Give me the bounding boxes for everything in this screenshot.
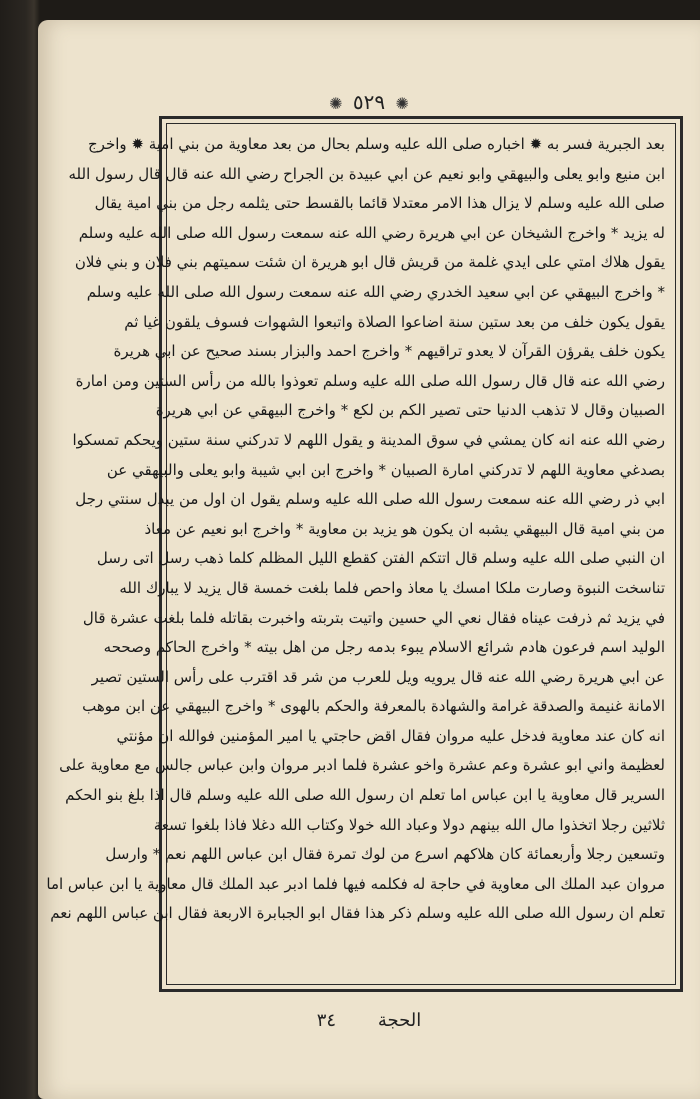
page-number: ٥٢٩ (352, 90, 386, 114)
ornament-icon: ✺ (329, 94, 343, 113)
text-line: السرير قال معاوية يا ابن عباس اما تعلم ان رسول الله صلى الله عليه وسلم قال اذا بلغ بنو الحكم (65, 786, 665, 805)
ornament-icon: ✺ (395, 94, 409, 113)
footer-title: الحجة (377, 1010, 422, 1031)
text-line: مروان عبد الملك الى معاوية في حاجة له فكلمه فيها فلما ادبر عبد الملك قال معاوية يا ابن عباس اما (46, 874, 665, 893)
text-line: بعد الجبرية فسر به ✹ اخباره صلى الله عليه وسلم بحال من بعد معاوية من بني امية ✹ واخرج (87, 135, 665, 153)
text-line: يقول يكون خلف من بعد ستين سنة اضاعوا الصلاة واتبعوا الشهوات فسوف يلقون غيا ثم (124, 312, 665, 331)
text-frame-inner (46, 123, 676, 985)
page-header (38, 90, 700, 114)
text-line: الصبيان وقال لا تذهب الدنيا حتى تصير الكم بن لكع * واخرج البيهقي عن ابي هريرة (155, 401, 665, 420)
footer-number: ٣٤ (316, 1010, 337, 1031)
text-line: يكون خلف يقرؤن القرآن لا يعدو تراقيهم * واخرج احمد والبزار بسند صحيح عن ابي هريرة (113, 342, 665, 361)
text-line: لعظيمة واني ابو عشرة وعم عشرة واخو عشرة فلما ادبر مروان وابن عباس جالس مع معاوية على (59, 756, 665, 775)
text-line: رضي الله عنه انه كان يمشي في سوق المدينة و يقول اللهم لا تدركني سنة ستين ويحكم تمسكوا (72, 430, 665, 449)
text-line: ابي ذر رضي الله عنه سمعت رسول الله صلى الله عليه وسلم يقول ان اول من يبدل سنتي رجل (75, 490, 665, 509)
text-line: يقول هلاك امتي على ايدي غلمة من قريش قال ابو هريرة ان شئت سميتهم بني فلان و بني فلان (74, 253, 665, 272)
text-line: صلى الله عليه وسلم لا يزال هذا الامر معتدلا قائما بالقسط حتى يثلمه رجل من بني امية يقال (94, 194, 665, 213)
text-line: تناسخت النبوة وصارت ملكا امسك يا معاذ واحص فلما بلغت خمسة قال يزيد لا يبارك الله (119, 578, 665, 597)
text-line: ثلاثين رجلا اتخذوا مال الله بينهم دولا وعباد الله خولا وكتاب الله دغلا فاذا بلغوا تسعة (153, 815, 665, 834)
text-line: له يزيد * واخرج الشيخان عن ابي هريرة رضي الله عنه سمعت رسول الله صلى الله عليه وسلم (78, 223, 665, 242)
text-line: عن ابي هريرة رضي الله عنه قال يرويه ويل للعرب من شر قد اقترب على رأس الستين تصير (91, 667, 665, 686)
text-line: انه كان عند معاوية فدخل عليه مروان فقال اقض حاجتي يا امير المؤمنين فوالله ان مؤنتي (116, 726, 665, 745)
page-footer (38, 1010, 700, 1031)
book-page (38, 20, 700, 1099)
text-line: * واخرج البيهقي عن ابي سعيد الخدري رضي الله عنه سمعت رسول الله صلى الله عليه وسلم (86, 282, 665, 301)
text-line: الامانة غنيمة والصدقة غرامة والشهادة بالمعرفة والحكم بالهوى * واخرج البيهقي عن ابن موهب (82, 697, 665, 716)
text-line: في يزيد ثم ذرفت عيناه فقال نعي الي حسين واتيت بتربته واخبرت بقاتله فلما بلغت عشرة قال (82, 608, 665, 627)
text-line: من بني امية قال البيهقي يشبه ان يكون هو يزيد بن معاوية * واخرج ابو نعيم عن معاذ (144, 519, 665, 538)
text-line: رضي الله عنه قال قال رسول الله صلى الله عليه وسلم تعوذوا بالله من رأس الستين ومن امارة (75, 371, 665, 390)
text-line: وتسعين رجلا وأربعمائة كان هلاكهم اسرع من لوك تمرة فقال ابن عباس اللهم نعم * وارسل (105, 845, 665, 864)
text-line: ان النبي صلى الله عليه وسلم قال اتتكم الفتن كقطع الليل المظلم كلما ذهب رسل اتى رسل (96, 549, 665, 568)
text-line: ابن منيع وابو يعلى والبيهقي وابو نعيم عن ابي عبيدة بن الجراح رضي الله عنه قال قال رسول الله (68, 164, 665, 183)
body-text (46, 130, 665, 978)
text-frame (46, 116, 683, 992)
text-line: بصدغي معاوية اللهم لا تدركني امارة الصبيان * واخرج ابن ابي شيبة وابو يعلى والبيهقي عن (106, 460, 665, 479)
text-line: الوليد اسم فرعون هادم شرائع الاسلام يبوء بدمه رجل من اهل بيته * واخرج الحاكم وصححه (103, 638, 665, 657)
text-line: تعلم ان رسول الله صلى الله عليه وسلم ذكر هذا فقال ابو الجبابرة الاربعة فقال ابن عباس اللهم نعم (50, 904, 665, 923)
